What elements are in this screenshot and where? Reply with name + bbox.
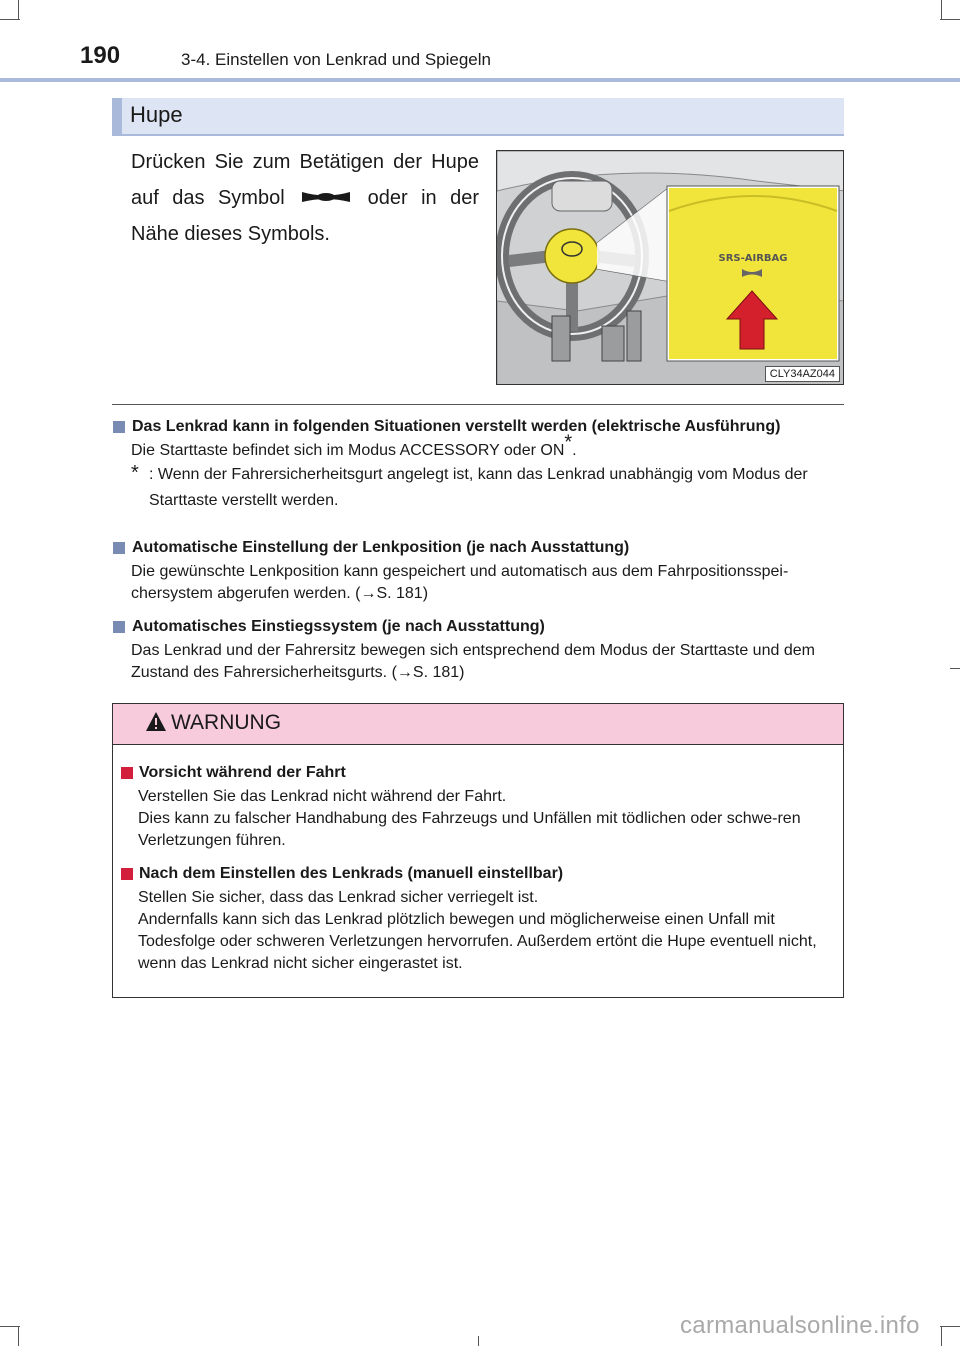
intro-line-3: Nähe dieses Symbols. xyxy=(131,223,330,245)
note-title: Automatisches Einstiegssystem (je nach Ausstattung) xyxy=(132,618,545,635)
section-heading xyxy=(112,98,844,136)
horn-instructions xyxy=(131,144,479,252)
crop-mark xyxy=(941,1326,942,1346)
watermark: carmanualsonline.info xyxy=(680,1312,920,1339)
section-title: Hupe xyxy=(130,102,183,127)
crop-mark xyxy=(940,19,960,20)
note-heading xyxy=(112,618,844,636)
crop-mark xyxy=(0,1326,20,1327)
note-auto-position xyxy=(112,539,844,605)
chapter-title: 3-4. Einstellen von Lenkrad und Spiegeln xyxy=(181,50,491,69)
warning-item-heading xyxy=(121,865,833,883)
intro-line-2-start: auf das Symbol xyxy=(131,187,285,209)
steering-wheel-illustration-drawing xyxy=(497,151,844,385)
crop-mark xyxy=(18,0,19,20)
intro-line-2-end: oder in der xyxy=(367,187,480,209)
warning-item-text: Stellen Sie sicher, dass das Lenkrad sicher verriegelt ist. Andernfalls kann sich das Lenkrad plötzlich bewegen und möglicherweise einen Unfall mit Todesfolge oder schweren Verletzungen hervorrufen. Außerdem ertönt die Hupe eventuell nicht, wenn das Lenkrad nicht sicher eingerastet ist. xyxy=(138,889,817,972)
square-bullet-icon xyxy=(113,621,125,633)
divider xyxy=(112,404,844,405)
red-square-bullet-icon xyxy=(121,767,133,779)
airbag-label: SRS-AIRBAG xyxy=(718,253,788,264)
note-heading xyxy=(112,418,844,436)
footnote-marker: * xyxy=(564,431,573,454)
note-text-body: Die Starttaste befindet sich im Modus ACCESSORY oder ON xyxy=(131,442,565,459)
red-square-bullet-icon xyxy=(121,868,133,880)
crop-mark xyxy=(0,19,20,20)
footnote-text: : Wenn der Fahrersicherheitsgurt angelegt ist, kann das Lenkrad unabhängig vom Modus der Starttaste verstellt werden. xyxy=(149,466,808,509)
warning-triangle-icon xyxy=(145,711,167,733)
crop-mark xyxy=(940,1326,960,1327)
warning-box xyxy=(112,703,844,998)
note-text: Die gewünschte Lenkposition kann gespeichert und automatisch aus dem Fahrpositionsspei-chersystem abgerufen werden. (→S. 181) xyxy=(131,563,789,602)
header-rule xyxy=(0,78,960,82)
warning-item xyxy=(121,865,833,975)
figure-code: CLY34AZ044 xyxy=(765,366,840,382)
note-title: Automatische Einstellung der Lenkposition (je nach Ausstattung) xyxy=(132,539,630,556)
crop-mark xyxy=(950,668,960,669)
footnote-star: * xyxy=(131,462,139,484)
warning-item-heading xyxy=(121,764,833,782)
crop-mark xyxy=(18,1326,19,1346)
note-text: Das Lenkrad und der Fahrersitz bewegen sich entsprechend dem Modus der Starttaste und dem Zustand des Fahrersicherheitsgurts. (→S. 181) xyxy=(131,642,815,681)
page-number: 190 xyxy=(80,42,121,69)
warning-item-title: Vorsicht während der Fahrt xyxy=(139,764,346,781)
warning-item xyxy=(121,764,833,852)
intro-line-2 xyxy=(131,180,479,216)
note-text: Die Starttaste befindet sich im Modus ACCESSORY oder ON*. xyxy=(131,431,577,459)
note-title: Das Lenkrad kann in folgenden Situationen verstellt werden (elektrische Ausführung) xyxy=(132,418,781,435)
steering-wheel-illustration xyxy=(496,150,844,385)
note-electric-adjustment xyxy=(112,418,844,514)
warning-header xyxy=(113,704,843,745)
section-accent xyxy=(112,98,122,134)
square-bullet-icon xyxy=(113,421,125,433)
footnote xyxy=(131,462,844,514)
crop-mark xyxy=(941,0,942,20)
horn-icon xyxy=(298,187,354,207)
warning-title: WARNUNG xyxy=(171,711,282,734)
crop-mark xyxy=(478,1336,479,1346)
warning-item-text: Verstellen Sie das Lenkrad nicht während der Fahrt. Dies kann zu falscher Handhabung des Fahrzeugs und Unfällen mit tödlichen oder schwe-ren Verletzungen führen. xyxy=(138,788,801,849)
warning-item-title: Nach dem Einstellen des Lenkrads (manuell einstellbar) xyxy=(139,865,564,882)
note-heading xyxy=(112,539,844,557)
intro-line-1: Drücken Sie zum Betätigen der Hupe xyxy=(131,151,479,173)
square-bullet-icon xyxy=(113,542,125,554)
note-auto-entry xyxy=(112,618,844,684)
